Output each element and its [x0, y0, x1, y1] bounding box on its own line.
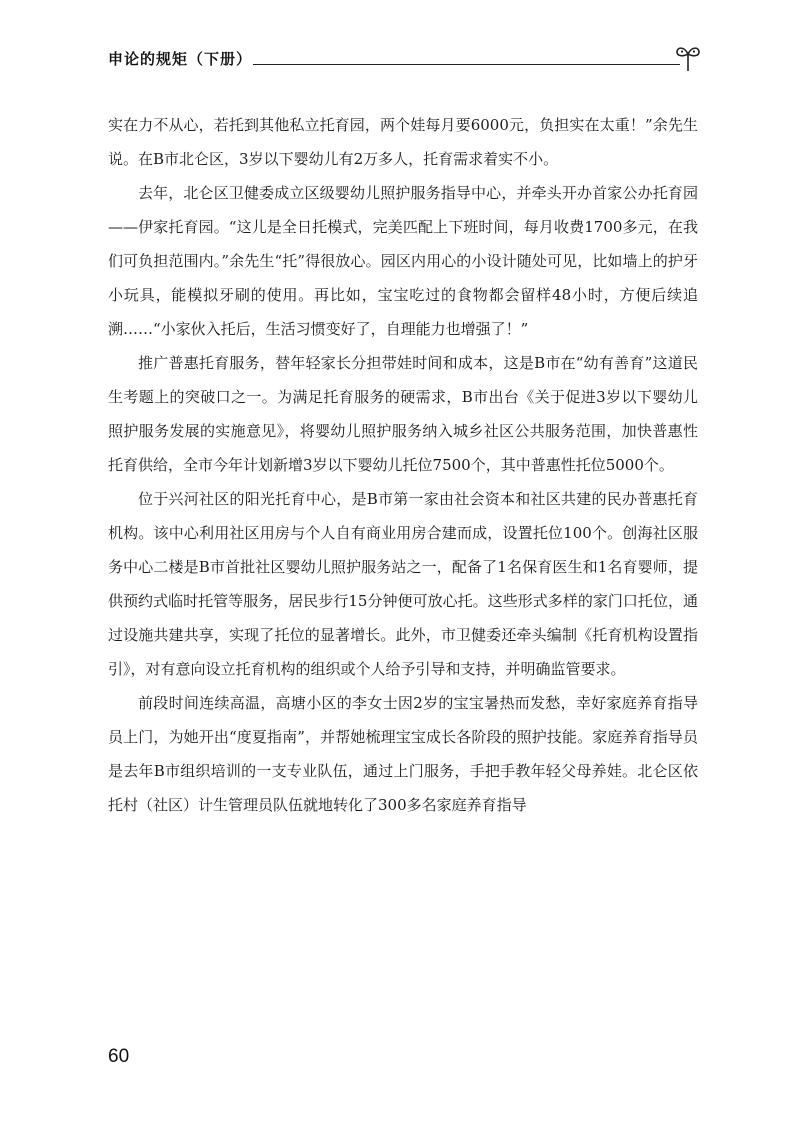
- sprout-icon: [674, 42, 702, 72]
- paragraph: 实在力不从心，若托到其他私立托育园，两个娃每月要6000元，负担实在太重！”余先生说。在B市北仑区，3岁以下婴幼儿有2万多人，托育需求着实不小。: [108, 116, 698, 168]
- paragraph: 推广普惠托育服务，替年轻家长分担带娃时间和成本，这是B市在“幼有善育”这道民生考题上的突破口之一。为满足托育服务的硬需求，B市出台《关于促进3岁以下婴幼儿照护服务发展的实施意见》，将婴幼儿照护服务纳入城乡社区公共服务范围，加快普惠性托育供给，全市今年计划新增3岁以下婴幼儿托位7500个，其中普惠性托位5000个。: [108, 354, 698, 474]
- paragraph: 位于兴河社区的阳光托育中心，是B市第一家由社会资本和社区共建的民办普惠托育机构。该中心利用社区用房与个人自有商业用房合建而成，设置托位100个。创海社区服务中心二楼是B市首批社区婴幼儿照护服务站之一，配备了1名保育医生和1名育婴师，提供预约式临时托管等服务，居民步行15分钟便可放心托。这些形式多样的家门口托位，通过设施共建共享，实现了托位的显著增长。此外，市卫健委还牵头编制《托育机构设置指引》，对有意向设立托育机构的组织或个人给予引导和支持，并明确监管要求。: [108, 490, 698, 678]
- running-header: [108, 40, 708, 74]
- header-rule: [253, 64, 680, 65]
- page-number: 60: [108, 1046, 130, 1067]
- paragraph: 去年，北仑区卫健委成立区级婴幼儿照护服务指导中心，并牵头开办首家公办托育园——伊家托育园。“这儿是全日托模式，完美匹配上下班时间，每月收费1700多元，在我们可负担范围内。”余先生“托”得很放心。园区内用心的小设计随处可见，比如墙上的护牙小玩具，能模拟牙刷的使用。再比如，宝宝吃过的食物都会留样48小时，方便后续追溯……“小家伙入托后，生活习惯变好了，自理能力也增强了！”: [108, 184, 698, 338]
- paragraph: 前段时间连续高温，高塘小区的李女士因2岁的宝宝暑热而发愁，幸好家庭养育指导员上门，为她开出“度夏指南”，并帮她梳理宝宝成长各阶段的照护技能。家庭养育指导员是去年B市组织培训的一支专业队伍，通过上门服务，手把手教年轻父母养娃。北仑区依托村（社区）计生管理员队伍就地转化了300多名家庭养育指导: [108, 694, 698, 814]
- body-text: [108, 108, 698, 822]
- book-title: 申论的规矩（下册）: [108, 50, 253, 68]
